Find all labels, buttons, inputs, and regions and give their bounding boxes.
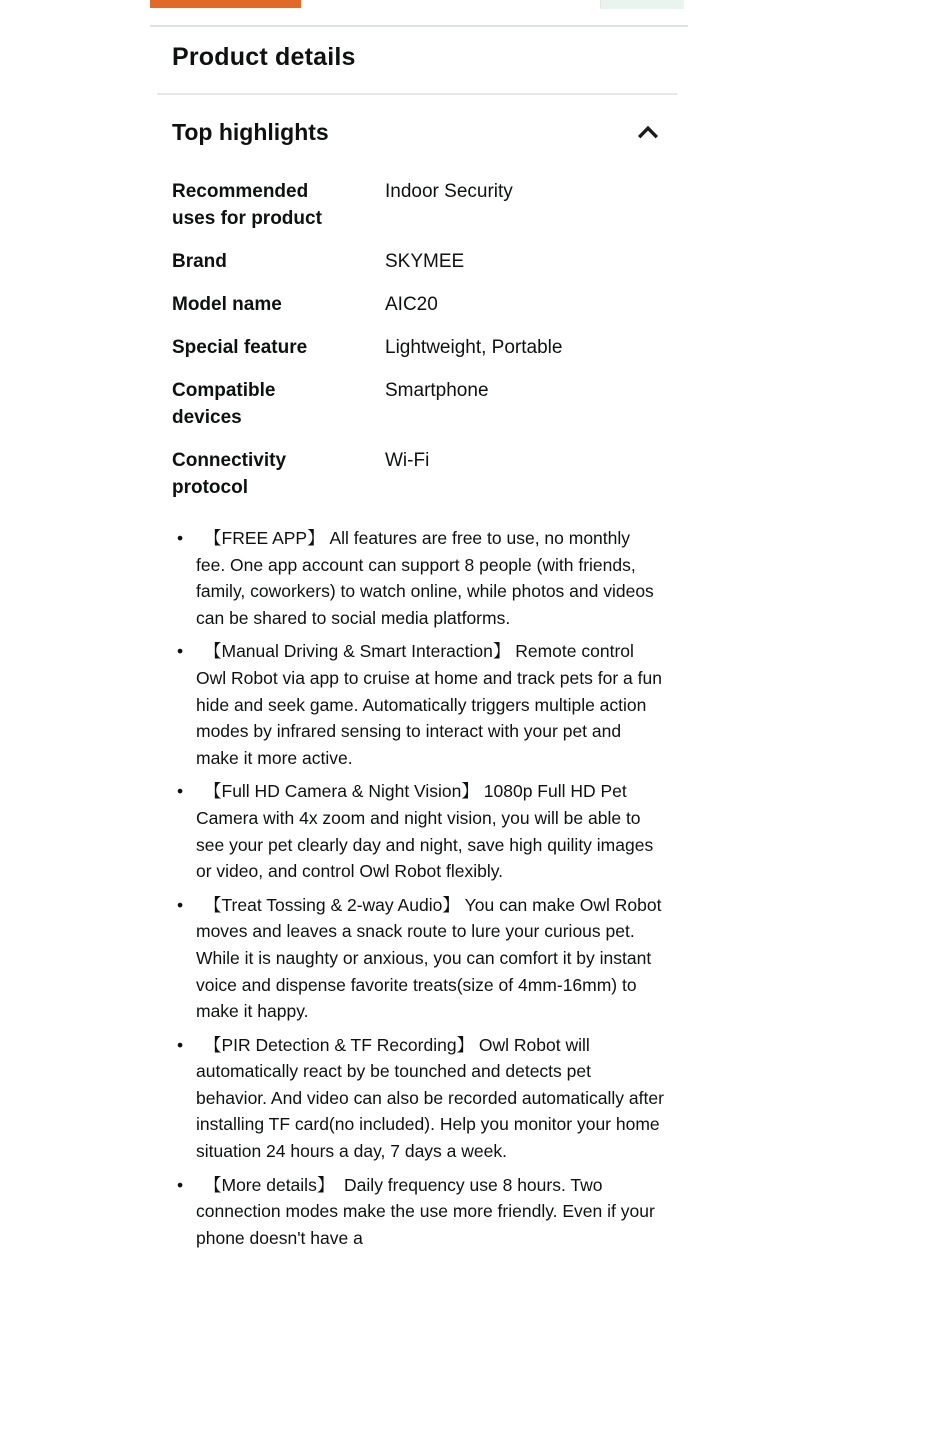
spec-row [172, 447, 661, 501]
spec-row [172, 291, 661, 318]
spec-label: Special feature [172, 337, 308, 358]
bottom-fade-overlay [0, 1348, 931, 1440]
top-highlights-title: Top highlights [172, 119, 329, 145]
spec-value: Smartphone [385, 380, 489, 401]
spec-row [172, 334, 661, 361]
spec-row [172, 248, 661, 275]
spec-value: SKYMEE [385, 251, 465, 272]
list-item: • 【FREE APP】 All features are free to use, no monthly fee. One app account can support 8 people (with friends, family, coworkers) to watch online, while photos and videos can be shared to social media platforms. [196, 525, 664, 631]
spec-label: Connectivity protocol [172, 450, 287, 498]
spec-row [172, 178, 661, 232]
spec-value: AIC20 [385, 294, 438, 315]
list-item: • 【More details】 Daily frequency use 8 hours. Two connection modes make the use more friendly. Even if your phone doesn't have a [196, 1172, 664, 1252]
spec-value: Lightweight, Portable [385, 337, 563, 358]
spec-table [172, 178, 661, 501]
spec-row [172, 377, 661, 431]
page-title: Product details [172, 43, 356, 71]
list-item: • 【Full HD Camera & Night Vision】 1080p Full HD Pet Camera with 4x zoom and night vision, you will be able to see your pet clearly day and night, save high quility images or video, and control Owl Robot flexibly. [196, 778, 664, 884]
feature-bullet-list [172, 525, 669, 1251]
spec-label: Model name [172, 294, 282, 315]
list-item: • 【Treat Tossing & 2-way Audio】 You can make Owl Robot moves and leaves a snack route to lure your curious pet. While it is naughty or anxious, you can comfort it by instant voice and dispense favorite treats(size of 4mm-16mm) to make it happy. [196, 892, 664, 1025]
product-details-section [172, 0, 669, 1258]
list-item: • 【PIR Detection & TF Recording】 Owl Robot will automatically react by be tounched and detects pet behavior. And video can also be recorded automatically after installing TF card(no included). Help you monitor your home situation 24 hours a day, 7 days a week. [196, 1032, 664, 1165]
spec-value: Wi-Fi [385, 450, 430, 471]
spec-label: Recommended uses for product [172, 181, 322, 229]
spec-value: Indoor Security [385, 181, 513, 202]
section-divider [157, 93, 677, 95]
list-item: • 【Manual Driving & Smart Interaction】 Remote control Owl Robot via app to cruise at home and track pets for a fun hide and seek game. Automatically triggers multiple action modes by infrared sensing to interact with your pet and make it more active. [196, 638, 664, 771]
spec-label: Brand [172, 251, 227, 272]
spec-label: Compatible devices [172, 380, 276, 428]
chevron-up-icon[interactable] [637, 125, 661, 140]
top-highlights-header[interactable] [172, 117, 661, 147]
